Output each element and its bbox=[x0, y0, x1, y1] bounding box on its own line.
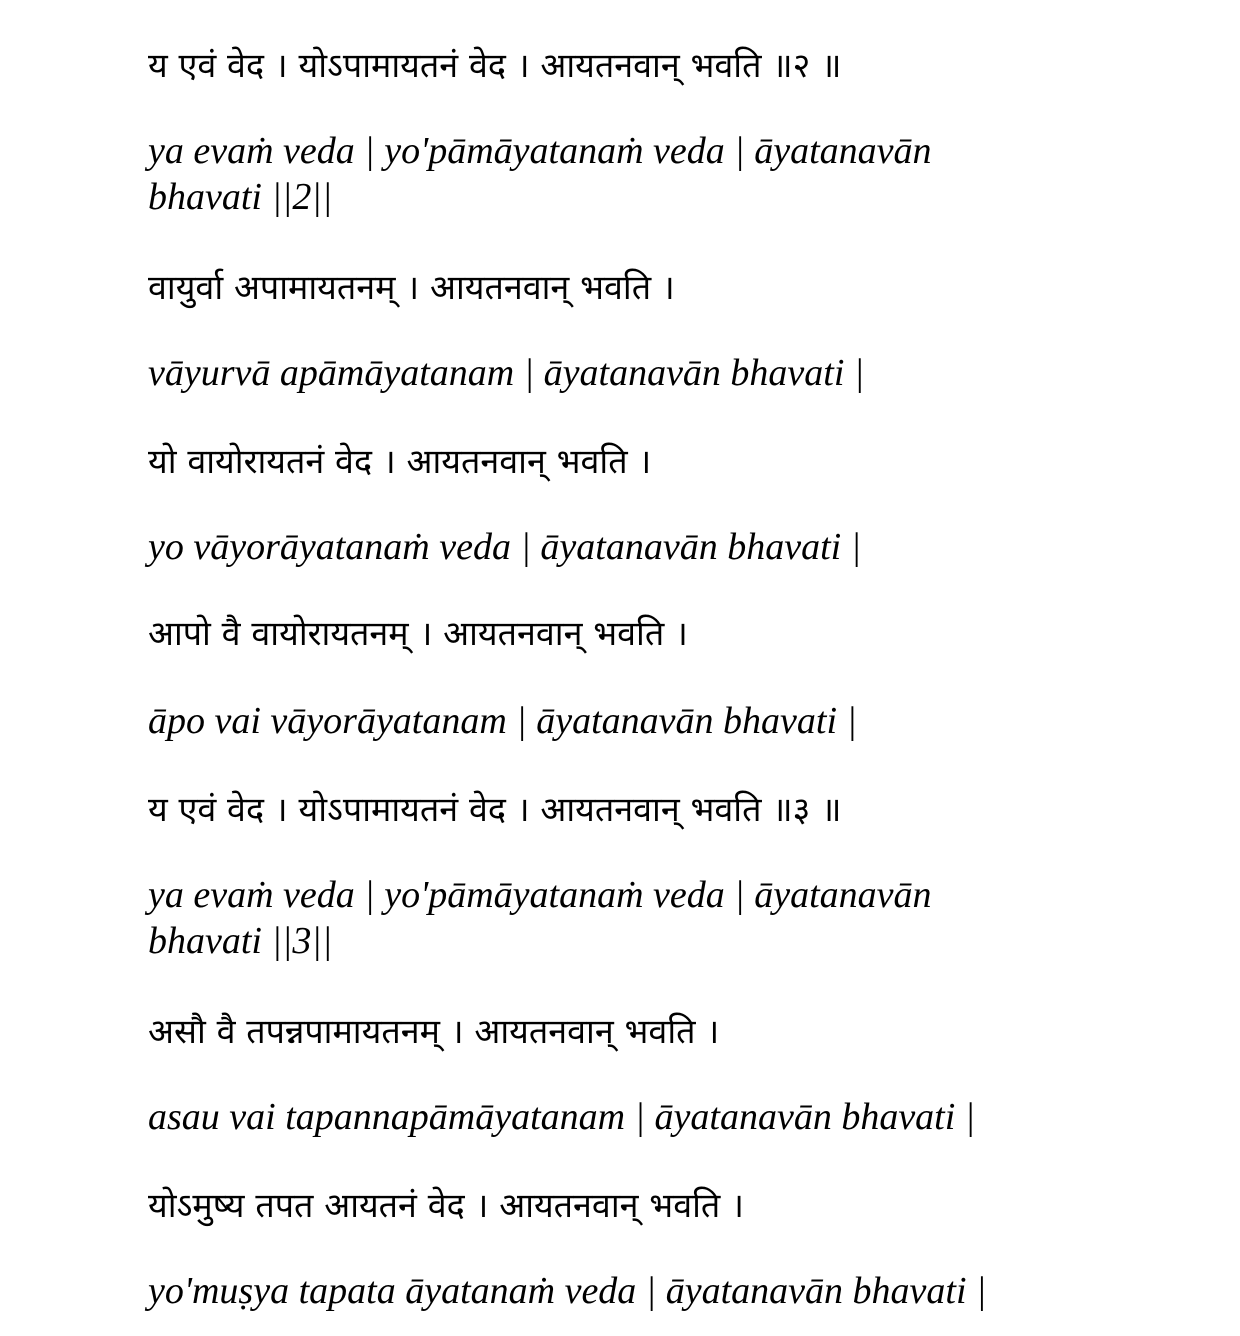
verse-7-devanagari: योऽमुष्य तपत आयतनं वेद । आयतनवान् भवति । bbox=[148, 1186, 744, 1226]
verse-6-devanagari: असौ वै तपन्नपामायतनम् । आयतनवान् भवति । bbox=[148, 1012, 720, 1052]
verse-5-devanagari: य एवं वेद । योऽपामायतनं वेद । आयतनवान् भवति ॥३ ॥ bbox=[148, 790, 842, 830]
verse-7-transliteration: yo'muṣya tapata āyatanaṁ veda | āyatanavān bhavati | bbox=[148, 1270, 987, 1312]
verse-6-transliteration: asau vai tapannapāmāyatanam | āyatanavān bhavati | bbox=[148, 1096, 976, 1138]
verse-1-transliteration: ya evaṁ veda | yo'pāmāyatanaṁ veda | āyatanavān bhavati ||2|| bbox=[148, 130, 932, 218]
verse-4-devanagari: आपो वै वायोरायतनम् । आयतनवान् भवति । bbox=[148, 614, 688, 654]
verse-2-devanagari: वायुर्वा अपामायतनम् । आयतनवान् भवति । bbox=[148, 268, 675, 308]
verse-2-transliteration: vāyurvā apāmāyatanam | āyatanavān bhavati | bbox=[148, 352, 865, 394]
verse-5-transliteration: ya evaṁ veda | yo'pāmāyatanaṁ veda | āyatanavān bhavati ||3|| bbox=[148, 874, 932, 962]
verse-1-devanagari: य एवं वेद । योऽपामायतनं वेद । आयतनवान् भवति ॥२ ॥ bbox=[148, 46, 842, 86]
verse-3-devanagari: यो वायोरायतनं वेद । आयतनवान् भवति । bbox=[148, 442, 652, 482]
verse-3-transliteration: yo vāyorāyatanaṁ veda | āyatanavān bhavati | bbox=[148, 526, 862, 568]
verse-4-transliteration: āpo vai vāyorāyatanam | āyatanavān bhavati | bbox=[148, 700, 857, 742]
